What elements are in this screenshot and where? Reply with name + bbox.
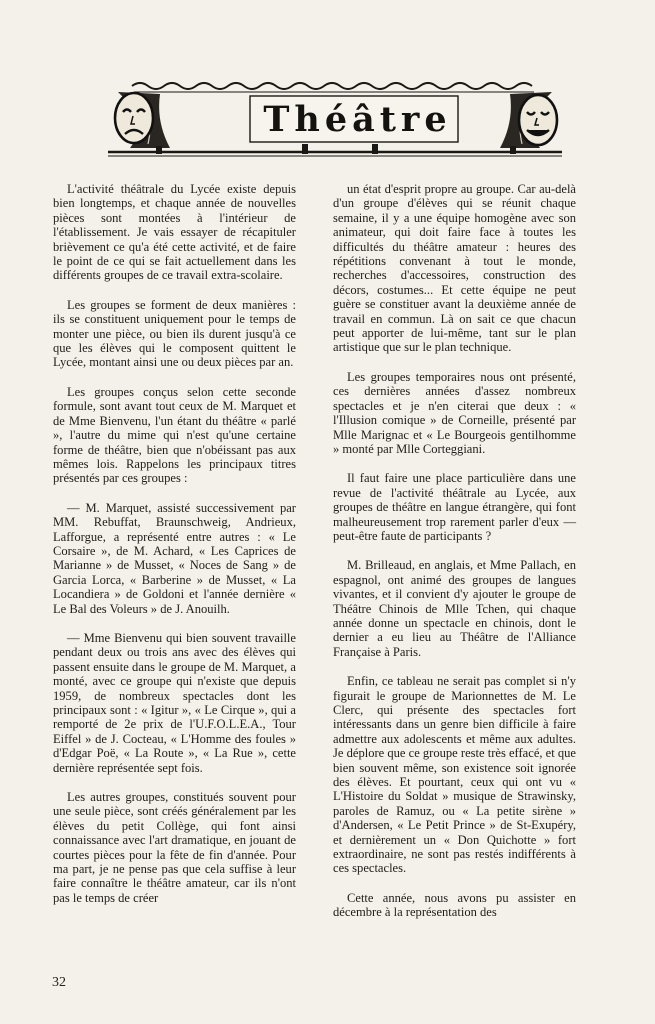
paragraph: — Mme Bienvenu qui bien souvent travaille pendant deux ou trois ans avec des élèves qui passent ensuite dans le groupe de M. Marquet, a monté, avec ce groupe qui n'existe que depuis 1959, de nombreux spectacles dont les principaux sont : « Igitur », « Le Cirque », qui a remporté de 2e prix de l'U.F.O.L.E.A., Tour Eiffel » de J. Cocteau, « L'Homme des foules » d'Edgar Poë, « La Route », « La Rue », cette dernière représentée sept fois. [53,630,296,775]
paragraph: Il faut faire une place particulière dans une revue de l'activité théâtrale au Lycée, aux groupes de théâtre en langue étrangère, qui font malheureusement trop rarement parler d'eux — peut-être faute de participants ? [333,471,576,543]
paragraph: Les groupes conçus selon cette seconde formule, sont avant tout ceux de M. Marquet et de Mme Bienvenu, l'un étant du théâtre « parlé », l'autre du mime qui n'est qu'une certaine forme de théâtre, bien que n'obéissant pas aux mêmes lois. Rappelons les principaux titres présentés par ces groupes : [53,384,296,486]
paragraph: Les autres groupes, constitués souvent pour une seule pièce, sont créés généralement par les élèves du petit Collège, qui font ainsi connaissance avec l'art dramatique, en jouant de courtes pièces pour la fête de fin d'année. Pour ma part, je ne pense pas que cela suffise à leur faire connaître le théâtre amateur, car ils n'ont pas le temps de créer [53,790,296,905]
theatre-banner [100,82,570,160]
left-column [53,182,296,920]
paragraph: — M. Marquet, assisté successivement par MM. Rebuffat, Braunschweig, Andrieux, Lafforgue, a représenté entre autres : « Le Corsaire », de M. Achard, « Les Caprices de Marianne » de Musset, « Noces de Sang » de Garcia Lorca, « Barberine » de Musset, « La Locandiera » de Goldoni et l'année dernière « Le Bal des Voleurs » de J. Anouilh. [53,500,296,616]
paragraph: L'activité théâtrale du Lycée existe depuis bien longtemps, et chaque année de nouvelles pièces sont montées à l'intérieur de l'établissement. Je vais essayer de récapituler brièvement ce qu'a été cette activité, et de faire le point de ce qui se fait actuellement dans les différents groupes de ce travail extra-scolaire. [53,182,296,283]
page-title: Théâtre [263,98,452,140]
comedy-mask-icon [519,95,557,145]
paragraph: un état d'esprit propre au groupe. Car au-delà d'un groupe d'élèves qui se réunit chaque semaine, il y a une équipe homogène avec son animateur, qui doit faire face à toutes les difficultés du théâtre amateur : heures des répétitions convenant à tout le monde, recherches d'accessoires, construction des décors, costumes... Et cette équipe ne peut guère se constituer avant la deuxième année de travail en commun. Là on sait ce que chacun peut apporter de lui-même, tant sur le plan artistique que sur le plan technique. [333,182,576,355]
paragraph: Les groupes se forment de deux manières : ils se constituent uniquement pour le temps de monter une pièce, ou bien ils durent jusqu'à ce que les élèves qui le composent quittent le Lycée, montant ainsi une ou deux pièces par an. [53,297,296,370]
page-number: 32 [52,975,66,990]
paragraph: Cette année, nous avons pu assister en décembre à la représentation des [333,890,576,920]
paragraph: Enfin, ce tableau ne serait pas complet si n'y figurait le groupe de Marionnettes de M. Le Clerc, qui présente des spectacles fort intéressants dans un genre bien difficile à faire admettre aux adolescents et même aux adultes. Je déplore que ce groupe reste très effacé, et que bien souvent même, son existence soit ignorée des élèves. Et pourtant, ceux qui ont vu « L'Histoire du Soldat » musique de Strawinsky, paroles de Ramuz, ou « La petite sirène » d'Andersen, « Le Petit Prince » de St-Exupéry, et dernièrement un « Don Quichotte » fort extraordinaire, ne sont pas restés indifférents à ces spectacles. [333,674,576,876]
right-column [333,182,576,935]
paragraph: Les groupes temporaires nous ont présenté, ces dernières années d'assez nombreux spectacles et je n'en citerai que deux : « l'Illusion comique » de Corneille, présenté par Mlle Marignac et « Le Bourgeois gentilhomme » monté par Mlle Corteggiani. [333,369,576,456]
paragraph: M. Brilleaud, en anglais, et Mme Pallach, en espagnol, ont animé des groupes de langues vivantes, et il convient d'y ajouter le groupe de Théâtre Chinois de Mlle Tchen, qui chaque année donne un spectacle en chinois, dont le dernier a eu lieu au Théâtre de l'Alliance Française à Paris. [333,558,576,659]
tragedy-mask-icon [115,93,153,143]
